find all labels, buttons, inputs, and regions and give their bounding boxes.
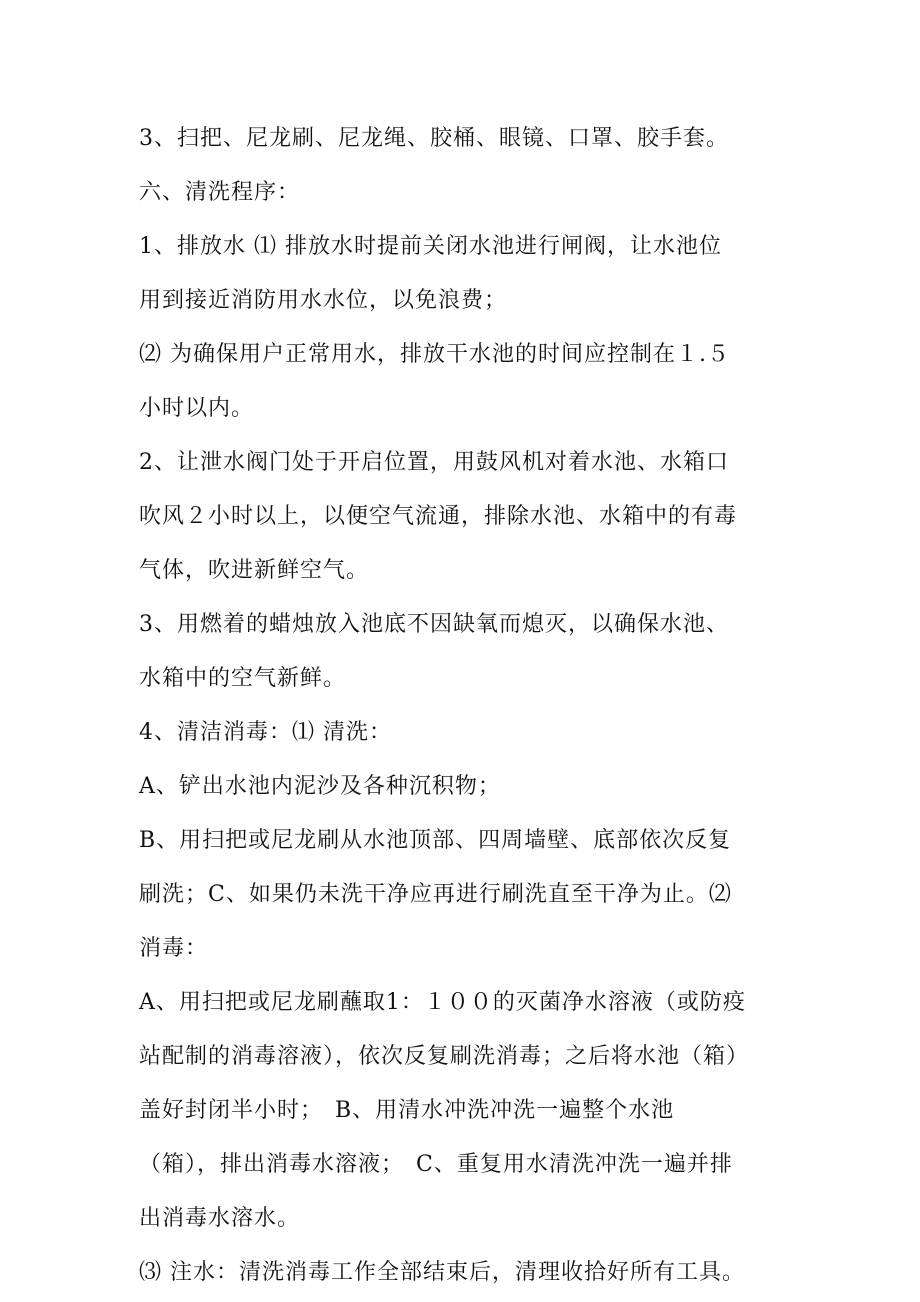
text-line: 3、扫把、尼龙刷、尼龙绳、胶桶、眼镜、口罩、胶手套。 (139, 126, 729, 151)
text-line: 1、排放水 ⑴ 排放水时提前关闭水池进行闸阀，让水池位 (139, 234, 722, 259)
text-line: 2、让泄水阀门处于开启位置，用鼓风机对着水池、水箱口 (139, 450, 729, 475)
document-body (139, 112, 799, 1300)
section-heading: 六、清洗程序： (139, 180, 301, 205)
text-line: 出消毒水溶水。 (139, 1206, 301, 1231)
text-line: 4、清洁消毒：⑴ 清洗： (139, 720, 392, 745)
text-line: 水箱中的空气新鲜。 (139, 666, 347, 691)
text-line: （箱），排出消毒水溶液； C、重复用水清洗冲洗一遍并排 (139, 1152, 733, 1177)
text-line: ⑵ 为确保用户正常用水，排放干水池的时间应控制在１.５ (139, 342, 730, 367)
text-line: 3、用燃着的蜡烛放入池底不因缺氧而熄灭，以确保水池、 (139, 612, 729, 637)
text-line: 刷洗；C、如果仍未洗干净应再进行刷洗直至干净为止。⑵ (139, 882, 732, 907)
text-line: 盖好封闭半小时； B、用清水冲洗冲洗一遍整个水池 (139, 1098, 675, 1123)
text-line: ⑶ 注水：清洗消毒工作全部结束后，清理收拾好所有工具。 (139, 1260, 745, 1285)
text-line: 气体，吹进新鲜空气。 (139, 558, 370, 583)
text-line: 小时以内。 (139, 396, 255, 421)
text-line: B、用扫把或尼龙刷从水池顶部、四周墙壁、底部依次反复 (139, 828, 732, 853)
text-line: A、用扫把或尼龙刷蘸取1：１００的灭菌净水溶液（或防疫 (139, 990, 746, 1015)
text-line: A、铲出水池内泥沙及各种沉积物； (139, 774, 501, 799)
text-line: 站配制的消毒溶液），依次反复刷洗消毒；之后将水池（箱） (139, 1044, 750, 1069)
text-line: 吹风２小时以上，以便空气流通，排除水池、水箱中的有毒 (139, 504, 738, 529)
text-line: 用到接近消防用水水位，以免浪费； (139, 288, 508, 313)
text-line: 消毒： (139, 936, 209, 961)
